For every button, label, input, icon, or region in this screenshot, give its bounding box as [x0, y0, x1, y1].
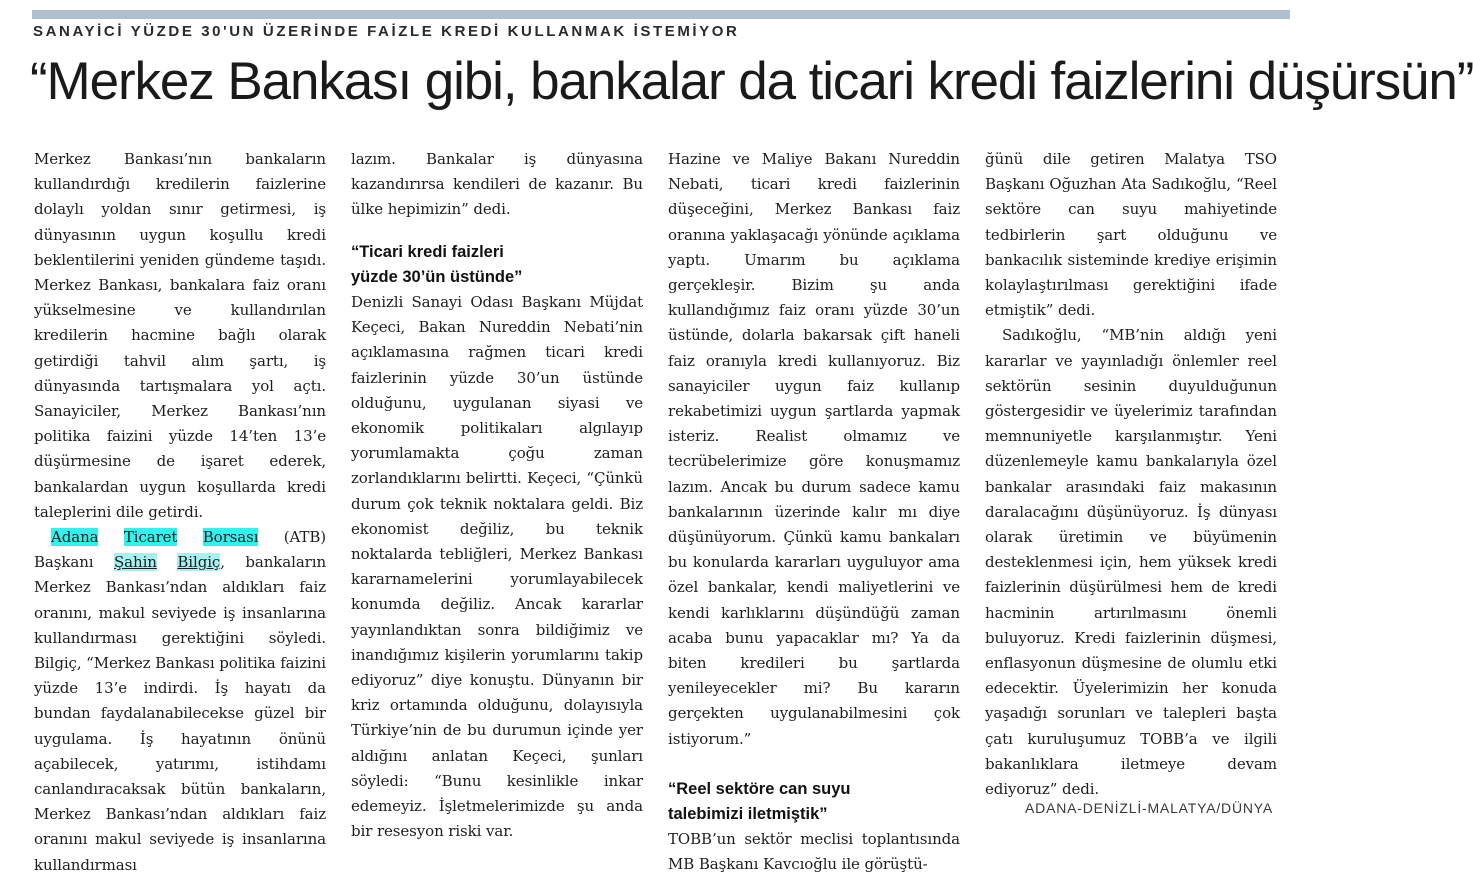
column-3 [668, 147, 960, 878]
highlight-bilgic: Bilgiç [177, 553, 221, 572]
column-2 [351, 147, 643, 844]
headline: “Merkez Bankası gibi, bankalar da ticari kredi faizlerini düşürsün” [30, 52, 1473, 111]
byline-credit: ADANA-DENİZLİ-MALATYA/DÜNYA [1025, 800, 1273, 816]
paragraph-text: , bankaların Merkez Bankası’ndan aldıkları faiz oranını, makul seviyede iş insanlarına kullandırması gerektiğini söyledi. Bilgiç, “Merkez Bankası politika faizini yüzde 13’e indirdi. İş hayatı da bundan faydalanabilecekse güzel bir uygulama. İş hayatının önünü açabilecek, yatırımı, istihdamı canlandıracaksak bütün bankaların, Merkez Bankası’ndan aldıkları faiz oranını makul seviyede iş insanlarına kullandırması [34, 553, 326, 874]
paragraph: Sadıkoğlu, “MB’nin aldığı yeni kararlar ve yayınladığı önlemler reel sektörün sesinin duyulduğunun göstergesidir ve üyelerimiz tarafından memnuniyetle karşılanmıştır. Yeni düzenlemeyle kamu bankalarıyla özel bankalar arasındaki faiz makasının daralacağını düşünüyoruz. İş dünyası olarak üretimin ve büyümenin desteklenmesi için, hem yüksek kredi faizlerinin düşürülmesi hem de kredi hacminin artırılmasını önemli buluyoruz. Kredi faizlerinin düşmesi, enflasyonun düşmesine de olumlu etki edecektir. Üyelerimizin her konuda yaşadığı sorunları ve talepleri başta çatı kuruluşumuz TOBB’a ve ilgili bakanlıklara iletmeye devam ediyoruz” dedi. [985, 326, 1277, 799]
paragraph: Denizli Sanayi Odası Başkanı Müjdat Keçeci, Bakan Nureddin Nebati’nin açıklamasına rağmen ticari kredi faizlerinin yüzde 30’un üstünde olduğunu, uygulanan siyasi ve ekonomik politikaları algılayıp yorumlamakta çoğu zaman zorlandıklarını belirtti. Keçeci, “Çünkü durum çok teknik noktalara geldi. Biz ekonomist değiliz, bu teknik noktalarda tebliğleri, Merkez Bankası kararnamelerini yorumlayabilecek konumda değiliz. Ancak kararlar yayınlandıktan sonra bildiğimiz ve inandığımız kişilerin yorumlarını takip ediyoruz” diye konuştu. Dünyanın bir kriz ortamında olduğunu, dolayısıyla Türkiye’nin de bu durumun içinde yer aldığını anlatan Keçeci, şunları söyledi: “Bunu kesinlikle inkar edemeyiz. İşletmelerimizde şu anda bir resesyon riski var. [351, 293, 643, 841]
paragraph: TOBB’un sektör meclisi toplantısında MB Başkanı Kavcıoğlu ile görüştü- [668, 830, 960, 874]
column-1 [34, 147, 326, 878]
top-rule [32, 10, 1290, 19]
subheading: “Ticari kredi faizleri [351, 242, 504, 261]
kicker: SANAYİCİ YÜZDE 30'UN ÜZERİNDE FAİZLE KREDİ KULLANMAK İSTEMİYOR [33, 23, 740, 40]
subheading: “Reel sektöre can suyu [668, 779, 851, 798]
paragraph [34, 525, 326, 878]
paragraph: Merkez Bankası’nın bankaların kullandırdığı kredilerin faizlerine dolaylı yoldan sınır getirmesi, iş dünyasının uygun koşullu kredi beklentilerini yeniden gündeme taşıdı. Merkez Bankası, bankalara faiz oranı yükselmesine ve kullandırılan kredilerin hacmine bağlı olarak getirdiği tahvil alım şartı, iş dünyasında tartışmalara yol açtı. Sanayiciler, Merkez Bankası’nın politika faizini yüzde 14’ten 13’e düşürmesine de işaret ederek, bankalardan uygun koşullarda kredi taleplerini dile getirdi. [34, 150, 326, 521]
subheading: talebimizi iletmiştik” [668, 805, 828, 824]
spacer [668, 752, 960, 777]
column-4 [985, 147, 1277, 802]
highlight-borsasi: Borsası [202, 528, 259, 547]
highlight-adana: Adana [51, 528, 99, 547]
paragraph: Hazine ve Maliye Bakanı Nureddin Nebati, ticari kredi faizlerinin düşeceğini, Merkez Bankası faiz oranına yaklaşacağı yönünde açıklama yaptı. Umarım bu açıklama gerçekleşir. Bizim şu anda kullandığımız faiz oranı yüzde 30’un üstünde, dolarla bakarsak çift haneli faiz oranıyla kredi kullanıyoruz. Biz sanayiciler uygun faiz kullanıp rekabetimizi uygun şartlarda yapmak isteriz. Realist olmamız ve tecrübelerimize göre konuşmamız lazım. Ancak bu durum sadece kamu bankalarının üzerinde kalır mı diye düşünüyorum. Çünkü kamu bankaları bu konularda kararları uyguluyor ama özel bankalar, kendi maliyetlerini ve kendi karlıklarını düşündüğü zaman acaba bunu yapacaklar mı? Ya da biten kredileri bu şartlarda yenileyecekler mi? Bu kararın gerçekten uygulanabilmesini çok istiyorum.” [668, 150, 960, 748]
paragraph-text: (ATB) Başkanı [34, 528, 327, 572]
spacer [351, 223, 643, 240]
highlight-sahin: Şahin [114, 553, 157, 572]
subheading: yüzde 30’ün üstünde” [351, 267, 523, 286]
paragraph: lazım. Bankalar iş dünyasına kazandırırsa kendileri de kazanır. Bu ülke hepimizin” dedi. [351, 150, 643, 219]
highlight-ticaret: Ticaret [123, 528, 178, 547]
paragraph: ğünü dile getiren Malatya TSO Başkanı Oğuzhan Ata Sadıkoğlu, “Reel sektöre can suyu mahiyetinde tedbirlerin şart olduğunu ve bankacılık sisteminde krediye erişimin kolaylaştırılması gerektiğini ifade etmiştik” dedi. [985, 150, 1277, 320]
